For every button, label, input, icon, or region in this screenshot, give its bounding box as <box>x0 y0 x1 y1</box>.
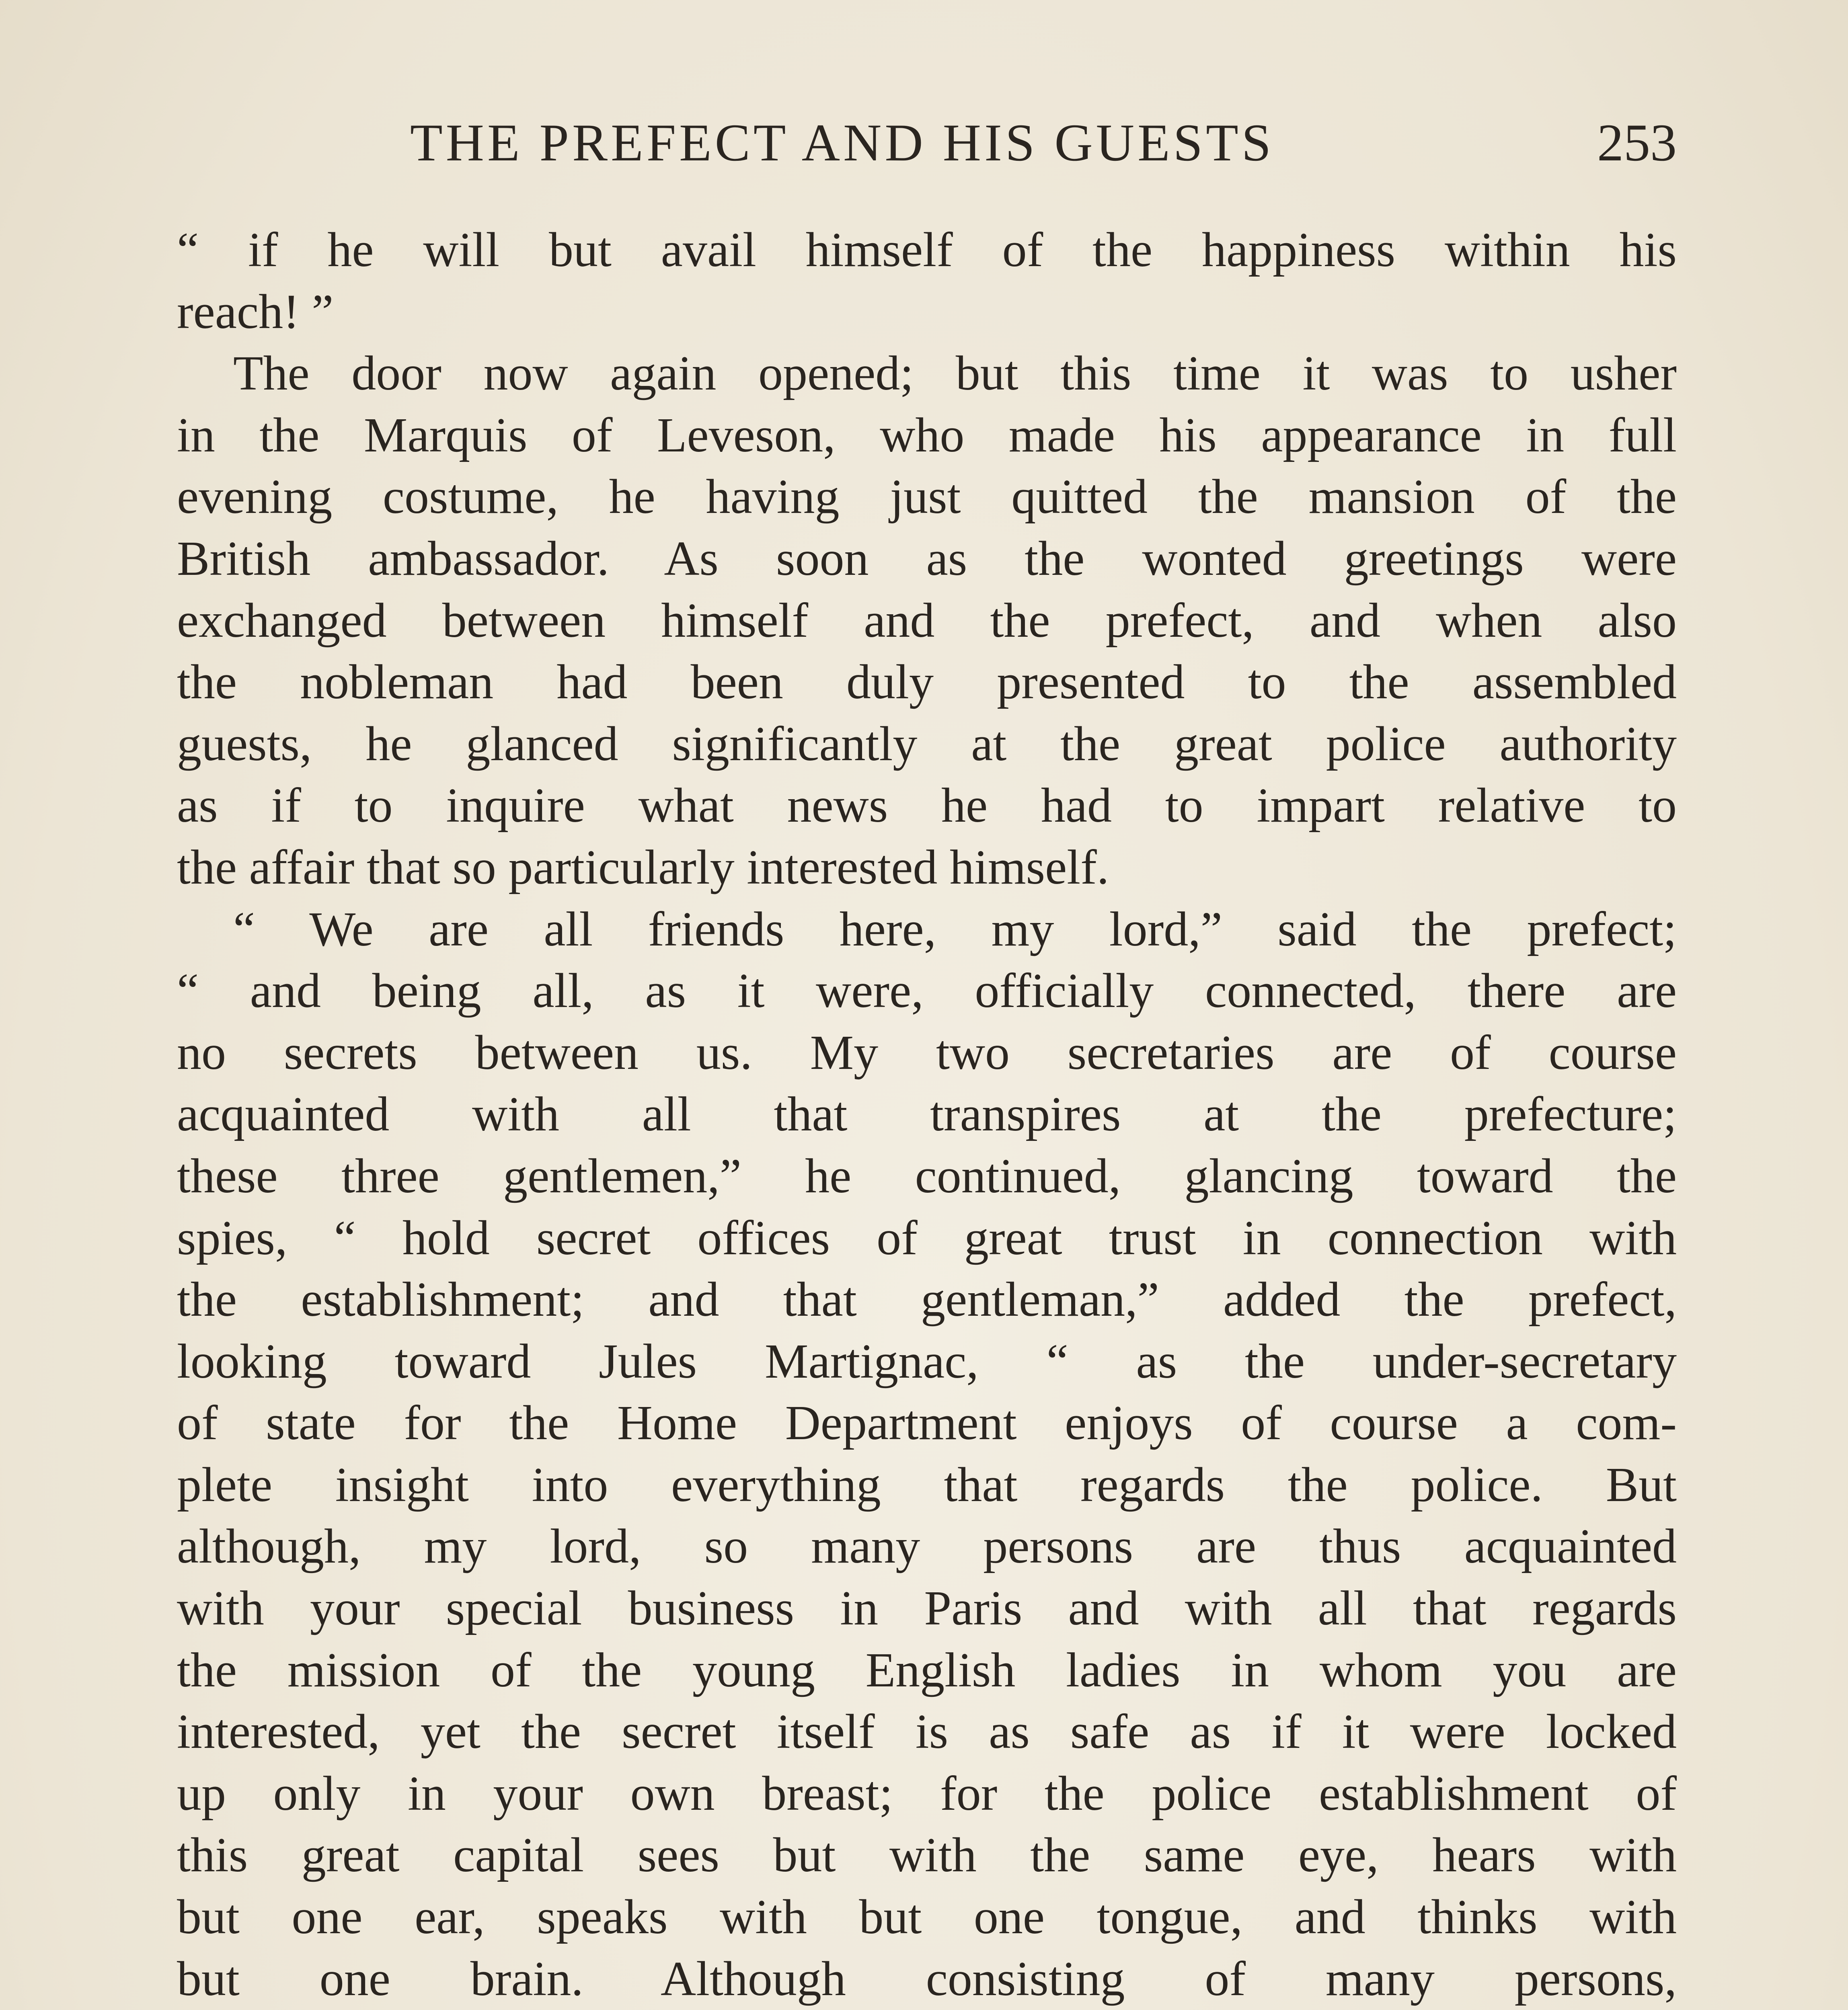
text-line: these three gentlemen,” he continued, glancing toward the <box>177 1149 1677 1203</box>
running-head-title: THE PREFECT AND HIS GUESTS <box>410 113 1275 172</box>
text-line: “ We are all friends here, my lord,” said the prefect; <box>233 902 1677 956</box>
text-line: plete insight into everything that regards the police. But <box>177 1457 1677 1512</box>
text-line: acquainted with all that transpires at the prefecture; <box>177 1087 1677 1142</box>
text-line: reach! ” <box>177 284 334 339</box>
page-number: 253 <box>1597 113 1677 172</box>
running-head <box>177 109 1677 177</box>
text-line: “ if he will but avail himself of the happiness within his <box>177 223 1677 277</box>
text-line: of state for the Home Department enjoys of course a com- <box>177 1396 1677 1450</box>
text-line: exchanged between himself and the prefect, and when also <box>177 593 1677 648</box>
text-line: no secrets between us. My two secretaries are of course <box>177 1025 1677 1080</box>
text-line: British ambassador. As soon as the wonted greetings were <box>177 531 1677 586</box>
text-line: “ and being all, as it were, officially connected, there are <box>177 964 1677 1018</box>
text-line: up only in your own breast; for the police establishment of <box>177 1766 1677 1821</box>
text-line: interested, yet the secret itself is as safe as if it were locked <box>177 1704 1677 1759</box>
text-line: but one ear, speaks with but one tongue, and thinks with <box>177 1890 1677 1944</box>
text-line: as if to inquire what news he had to impart relative to <box>177 778 1677 833</box>
text-line: the nobleman had been duly presented to the assembled <box>177 655 1677 710</box>
text-line: but one brain. Although consisting of many persons, <box>177 1951 1677 2006</box>
text-line: the establishment; and that gentleman,” added the prefect, <box>177 1272 1677 1327</box>
body-text <box>177 219 1677 2010</box>
text-line: this great capital sees but with the same eye, hears with <box>177 1828 1677 1883</box>
text-line: the affair that so particularly interested himself. <box>177 840 1109 894</box>
text-line: spies, “ hold secret offices of great trust in connection with <box>177 1210 1677 1265</box>
text-line: with your special business in Paris and with all that regards <box>177 1581 1677 1636</box>
text-line: in the Marquis of Leveson, who made his appearance in full <box>177 408 1677 462</box>
text-line: although, my lord, so many persons are thus acquainted <box>177 1519 1677 1574</box>
text-line: evening costume, he having just quitted the mansion of the <box>177 470 1677 524</box>
text-line: guests, he glanced significantly at the great police authority <box>177 716 1677 771</box>
text-line: The door now again opened; but this time it was to usher <box>233 346 1677 401</box>
text-line: looking toward Jules Martignac, “ as the under-secretary <box>177 1334 1677 1389</box>
text-line: the mission of the young English ladies in whom you are <box>177 1643 1677 1697</box>
